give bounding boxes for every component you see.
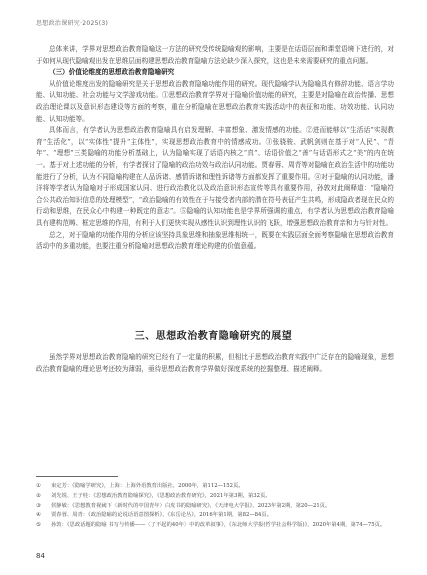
detail-paragraph: 具体而言，有学者认为思想政治教育隐喻具有启发理解、丰富想象、激发情感的功能。②进而能够以“生活话”实现教育“生活化”，以“实体性”提升“主体性”，实现思想政治教育中的情感成功。③张骁骏、武帆剑则在基于对“人民”、“青年”、“理想”三类隐喻的功能分析基础上，认为隐喻实现了话语内核之“真”、话语价值之“善”与话语形式之“美”的内在统一。基于对上述功能的分析，有学者探讨了隐喻的政治功效与政治认同功能。贾春蓉、周青等对隐喻在政治生活中的功能功能进行了分析，认为不同隐喻构建在人品诉诸、感情诉诸和理性诉诸等方面都发挥了重要作用。④对于隐喻的认同功能，潘洋将等学者认为隐喻对于形成国家认同、进行政治教化以及政治意识形态宣传等具有重要作用，孙敦对此阐释道：“隐喻符合公共政治知识信息的处理模型”，“政治隐喻的有效性在于与接受者内部的潜在符号表征产生共鸣，形成隐政者现在民众的行动和思维，在民众心中构建一种既定的意志”。⑤隐喻的认知功能也是学界所强调的重点，有学者认为思想政治教育隐喻具有建构范畴、框定思维的作用，有利于人们更快实现从感性认识到理性认识的飞跃，增强思想政治教育亲和力与针对性。 xyxy=(36,126,394,227)
footnote xyxy=(36,482,396,492)
footnote xyxy=(36,492,396,502)
upper-body xyxy=(36,44,394,253)
footnote-text: 贾春蓉、周青：《政治隐喻的论说话语意图探析》，《东岳论丛》，2016年第1期，第82—84页。 xyxy=(51,512,273,519)
intro-paragraph: 总体来讲，学界对思想政治教育隐喻这一方法的研究受传统隐喻观的影响，主要是在话语层面和课堂语境下进行的，对于如何从现代隐喻观出发在思维层面构建思想政治教育隐喻方法论缺少深入探究，这也是未来需要研究的重点问题。 xyxy=(36,45,394,65)
footnote-text: 束定芳：《隐喻学研究》，上海：上海外语教育出版社，2000年，第112—152页。 xyxy=(51,483,244,489)
summary-paragraph: 总之，对于隐喻的功能作用的分析应该坚持具象思维和抽象思维相统一，既要在实践层面全面考察隐喻在思想政治教育活动中的多重功能，也要注重分析隐喻对思想政治教育理论构建的价值意蕴。 xyxy=(36,230,394,251)
footnote xyxy=(36,502,396,512)
section-body xyxy=(36,352,394,375)
footnote-number: ① xyxy=(36,483,41,489)
footnote-text: 侯静敏：《思想教育视阈下〈新时代的中国青年〉白皮书的隐喻研究》，《天津电大学报》，2023年第2期，第20—21页。 xyxy=(51,502,331,509)
footnote-number: ⑤ xyxy=(36,522,41,529)
footnote-text: 孙敦：《思政话题的隐喻 书写与传播——〈了不起的40年〉中的改革叙事》，《东北师大学报(哲学社会科学版)》，2020年第4期，第74—75页。 xyxy=(51,522,386,529)
footnotes xyxy=(36,482,396,531)
page-number: 84 xyxy=(36,552,45,560)
footnote-text: 刘先锐、王子桂：《思想政治教育隐喻探究》，《思想政治教育研究》，2021年第3期，第32页。 xyxy=(51,492,271,499)
section-paragraph: 虽然学界对思想政治教育隐喻的研究已经有了一定量的积累，但相比于思想政治教育实践中广泛存在的隐喻现象，思想政治教育隐喻的理论思考还较为薄弱，亟待思想政治教育学界做好深度系统的挖掘整理、描述阐释。 xyxy=(36,353,394,373)
section-title: 三、思想政治教育隐喻研究的展望 xyxy=(134,331,293,342)
footnote-number: ④ xyxy=(36,512,41,519)
footnote-divider xyxy=(36,476,118,477)
value-paragraph: 从价值论维度出发的隐喻研究是关于思想政治教育隐喻功能作用的研究。现代隐喻学认为隐喻具有修辞功能、语言学功能、认知功能、社会功能与文学游戏功能。①思想政治教育学界对于隐喻价值功能的研究，主要是对隐喻在政治传播、思想政治理论课以及意识形态建设等方面的考察，重在分析隐喻在思想政治教育实践活动中的表征和功能、功效功能、认同功能、认知功能等。 xyxy=(36,79,394,123)
footnote xyxy=(36,521,396,531)
running-header: 思想政治课研究·2025(3) xyxy=(36,20,109,27)
footnote-number: ③ xyxy=(36,502,41,509)
footnote-number: ② xyxy=(36,492,41,499)
subsection-heading: （三）价值论维度的思想政治教育隐喻研究 xyxy=(49,68,175,77)
footnote xyxy=(36,511,396,521)
